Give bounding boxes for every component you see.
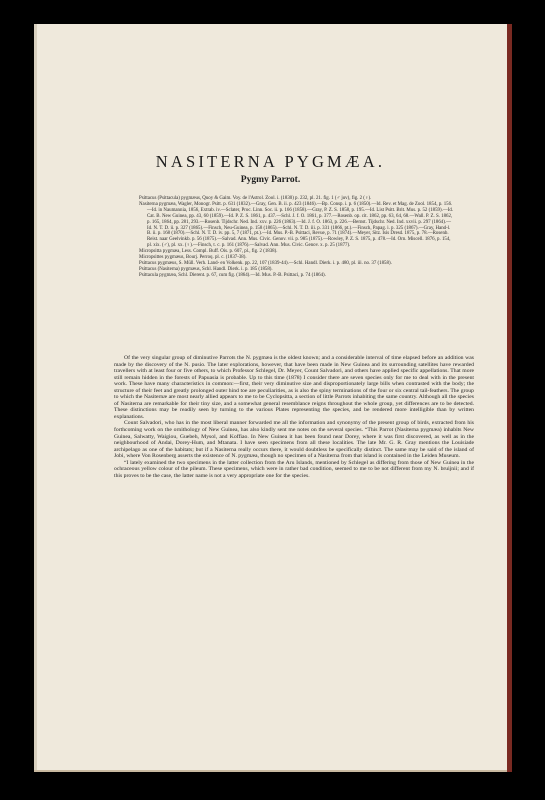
synonymy-entry: Micropsitta pygmæa, Less. Compl. Buff. Ois. p. 607, pl., fig. 2 (1838). — [139, 249, 278, 255]
body-paragraph: Count Salvadori, who has in the most liberal manner forwarded me all the information and synonymy of the present group of birds, extracted from his forthcoming work on the ornithology of New Guinea, has also kindly sent me notes on the several species. “This Parrot (Nasiterna pygmæa) inhabits New Guinea, Salwatty, Waigiou, Guebeh, Mysol, and Koffiao. In New Guinea it has been found near Dorey, where it was first discovered, as well as in the neighbourhood of Andai, Dorey-Hum, and Mtanata. I have seen specimens from all these localities. The late Mr. G. R. Gray mentions the Louisiade archipelago as one of the habitats; but if a Nasiterna really occurs there, it would doubtless be specifically distinct. The same may be said of the island of Jobi, where Von Rosenberg asserts the existence of N. pygmæa, though no specimen of a Nasiterna from that island is contained in the Leiden Museum. — [114, 420, 474, 460]
book-page — [34, 24, 512, 772]
body-paragraph: Of the very singular group of diminutive Parrots the N. pygmæa is the oldest known; and a considerable interval of time elapsed before an addition was made by the discovery of the N. pusio. The later explorations, however, that have been made in New Guinea and its surrounding satellites have rewarded travellers with at least four or five others, to which Professor Schlegel, Dr. Meyer, Count Salvadori, and others have applied specific appellations. That more still remain hidden in the forests of Papuasia is probable. Up to this time (1878) I consider there are seven species only for me to deal with in the present work. These have many characteristics in common:—first, their very diminutive size and disproportionately large bills when contrasted with the body; the structure of their feet and greatly prolonged outer hind toe are peculiarities, as is also the spiny terminations of the four or six central tail-feathers. The group to which the Nasiternæ are most nearly allied appears to me to be Cyclopsitta, a section of little Parrots inhabiting the same country. Although all the species of Nasiterna are remarkable for their tiny size, and a somewhat general resemblance reigns throughout the whole group, yet differences are to be detected. These distinctions may be readily seen by turning to the various Plates representing the species, and be rendered more intelligible than by written explanations. — [114, 355, 474, 420]
synonymy-list — [139, 196, 454, 279]
synonymy-entry: Psittacus pygmæus, S. Müll. Verh. Land- en Volkenk. pp. 22, 107 (1839-44).—Schl. Handl. Dierk. i. p. 480, pl. iii. no. 37 (1858). — [139, 260, 392, 266]
page-title: NASITERNA PYGMÆA. — [155, 152, 386, 171]
synonymy-entry: Psittacula pygmæa, Schl. Dierent. p. 67, cum fig. (1864).—Id. Mus. P.-B. Psittaci, p. 74 (1864). — [139, 272, 326, 278]
body-paragraph: “I lately examined the two specimens in the latter collection from the Aru Islands, mentioned by Schlegel as differing from those of New Guinea in the ochraceous yellow colour of the pileum. These specimens, which were in rather bad condition, seemed to me to be not different from my N. bruijnii; and if this proves to be the case, the latter name is not a very appropriate one for the species. — [114, 459, 474, 479]
page-gutter — [34, 24, 37, 772]
page-subtitle: Pygmy Parrot. — [240, 175, 301, 185]
synonymy-entry: Nasiterna pygmæa, Wagler, Monogr. Psitt. p. 631 (1832).—Gray, Gen. B. ii. p. 423 (1846).—Bp. Consp. i. p. 6 (1850).—Id. Rev. et Mag. de Zool. 1854, p. 156.—Id. in Naumannia, 1856, Extrab. iv.—Sclater, Proc. Linn. Soc. ii. p. 166 (1858).—Gray, P. Z. S. 1858, p. 195.—Id. List Psitt. Brit. Mus. p. 52 (1859).—Id. Cat. B. New Guinea, pp. 43, 60 (1859).—Id. P. Z. S. 1861, p. 437.—Schl. J. f. O. 1861, p. 377.—Rosenb. op. cit. 1862, pp. 63, 64, 68.—Wall. P. Z. S. 1862, p. 165, 1864, pp. 281, 293.—Rosenb. Tijdschr. Ned. Ind. xxv. p. 226 (1863).—Id. J. f. O. 1863, p. 226.—Bernst. Tijdschr. Ned. Ind. xxvii. p. 297 (1864).—Id. N. T. D. ii. p. 327 (1865).—Finsch, Neu-Guinea, p. 158 (1865).—Schl. N. T. D. iii. p. 331 (1866, pt.).—Finsch, Papag. i. p. 325 (1867).—Gray, Hand-l. B. ii. p. 168 (1870).—Schl. N. T. D. iv. pp. 5, 7 (1871, pt.).—Id. Mus. P.-B. Psittaci, Revue, p. 71 (1874).—Meyer, Sitz. Isis Dresd. 1875, p. 78.—Rosenb. Reist. naar Geelvinkb. p. 56 (1875).—Salvad. Ann. Mus. Civic. Genov. vii. p. 985 (1875).—Rowley, P. Z. S. 1875, p. 478.—Id. Orn. Miscell. 1876, p. 154, pl. xix. (♂), pl. xx. (♀).—Finsch, t. c. p. 161 (1876).—Salvad. Ann. Mus. Civic. Genov. x. p. 25 (1877). — [139, 201, 454, 249]
synonymy-entry: Micropsittes pygmæus, Bourj. Perroq. pl. c. (1837-38). — [139, 255, 247, 261]
page-bottom-edge — [34, 770, 507, 772]
body-text — [114, 355, 474, 479]
synonymy-entry: Psittacus (Nasiterna) pygmæus, Schl. Handl. Dierk. i. p. 185 (1858). — [139, 266, 273, 272]
synonymy-entry: Psittacus (Psittacula) pygmæus, Quoy & Gaim. Voy. de l'Astrol. Zool. i. (1830) p. 232, pl. 21. fig. 1 (♂ juv), fig. 2 (♀). — [139, 196, 372, 201]
